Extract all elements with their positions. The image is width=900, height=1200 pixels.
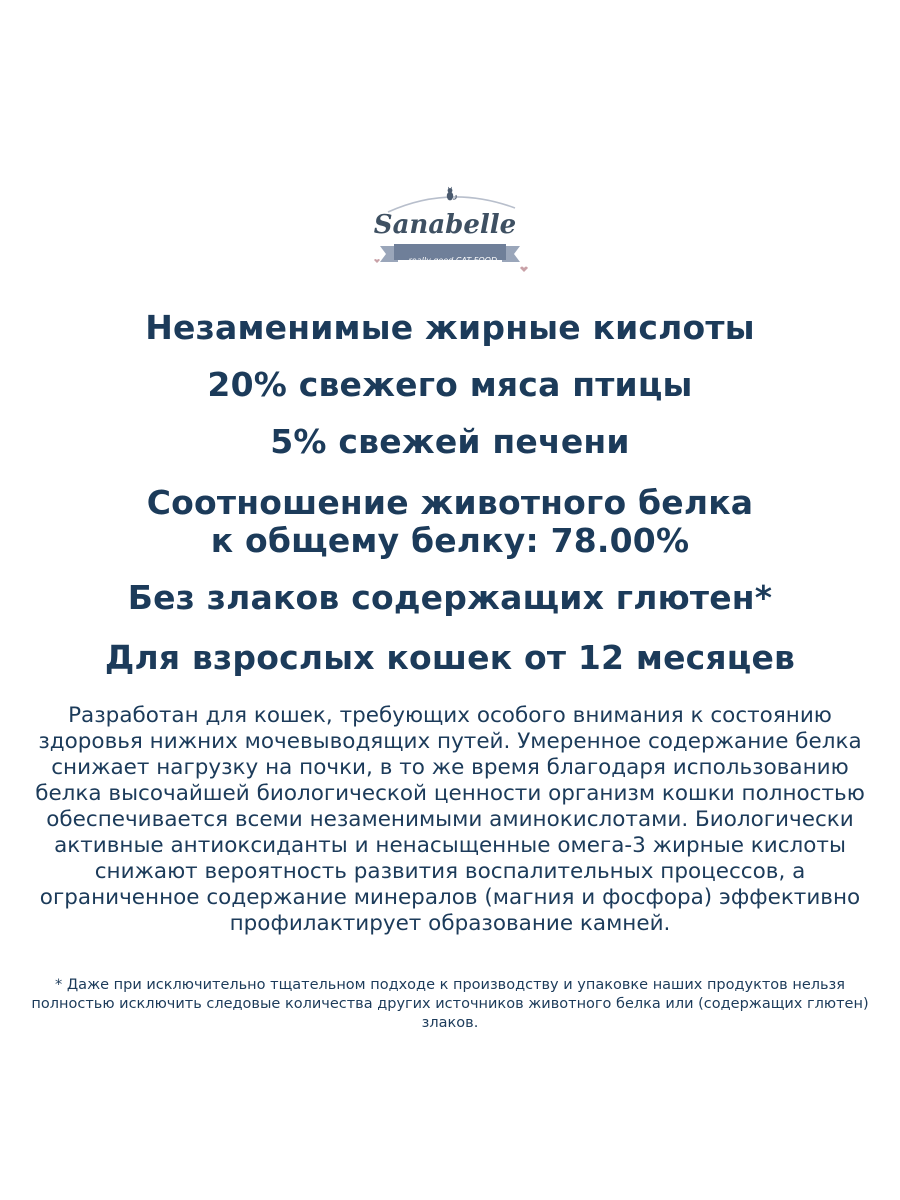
feature-heading-fresh-liver: 5% свежей печени xyxy=(270,422,630,461)
feature-heading-adult-cats: Для взрослых кошек от 12 месяцев xyxy=(104,638,796,677)
feature-heading-protein-ratio: Соотношение животного белка к общему белку: 78.00% xyxy=(146,483,754,560)
brand-logo xyxy=(370,182,530,282)
logo-wordmark: Sanabelle xyxy=(373,210,517,240)
product-description: Разработан для кошек, требующих особого внимания к состоянию здоровья нижних мочевыводящих путей. Умеренное содержание белка снижает нагрузку на почки, в то же время благодаря использованию белка высочайшей биологической ценности организм кошки полностью обеспечивается всеми незаменимыми аминокислотами. Биологически активные антиоксиданты и ненасыщенные омега-3 жирные кислоты снижают вероятность развития воспалительных процессов, а ограниченное содержание минералов (магния и фосфора) эффективно профилактирует образование камней. xyxy=(35,703,865,936)
feature-heading-gluten-free: Без злаков содержащих глютен* xyxy=(127,578,773,617)
logo-tagline: ...really good CAT FOOD xyxy=(400,256,498,265)
cat-silhouette-icon xyxy=(447,187,456,201)
feature-heading-fatty-acids: Незаменимые жирные кислоты xyxy=(145,308,755,347)
feature-heading-fresh-poultry: 20% свежего мяса птицы xyxy=(207,365,693,404)
footnote: * Даже при исключительно тщательном подходе к производству и упаковке наших продуктов нельзя полностью исключить следовые количества других источников животного белка или (содержащих глютен) злаков. xyxy=(31,977,869,1031)
